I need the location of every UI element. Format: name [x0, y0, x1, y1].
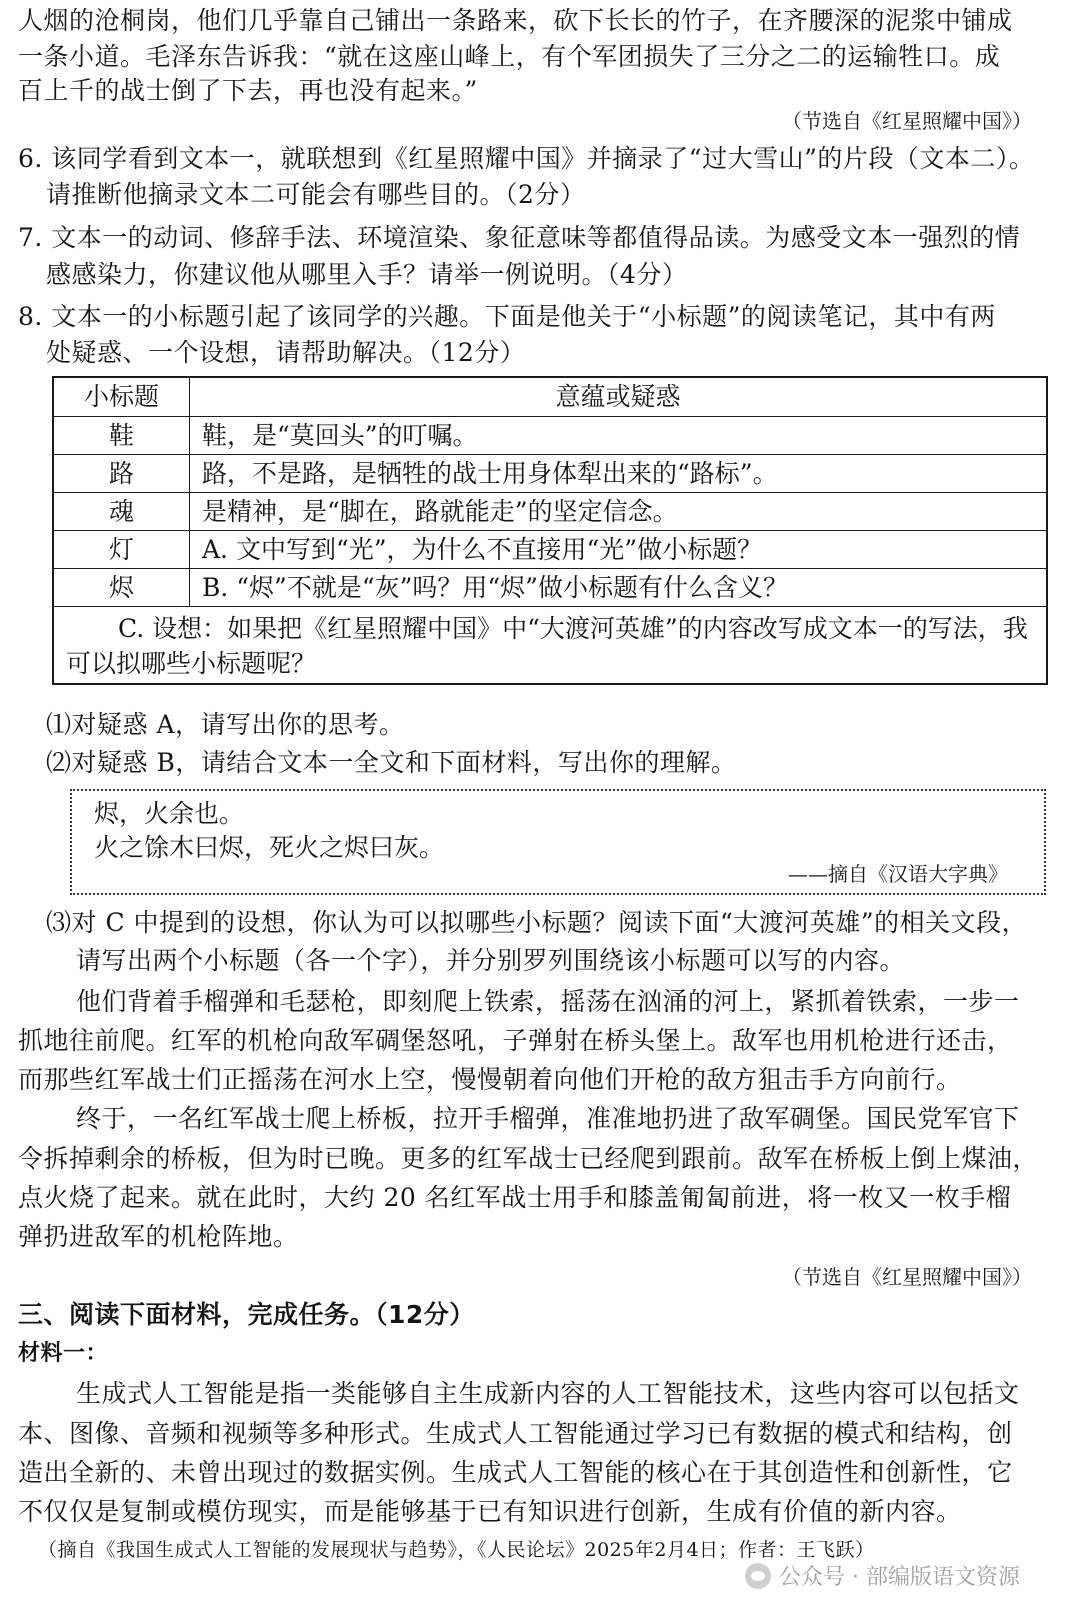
section-3-heading: 三、阅读下面材料，完成任务。（12分） — [18, 1300, 475, 1329]
text1-source: （节选自《红星照耀中国》） — [782, 109, 1032, 133]
passage-line: 点火烧了起来。就在此时，大约 20 名红军战士用手和膝盖匍匐前进，将一枚又一枚手榴 — [18, 1183, 1012, 1212]
table-cell-key: 烬 — [54, 569, 190, 606]
table-header-value: 意蕴或疑惑 — [555, 382, 681, 411]
sub-question-3-line-1: ⑶对 C 中提到的设想，你认为可以拟哪些小标题？阅读下面“大渡河英雄”的相关文段， — [46, 908, 1028, 937]
table-row — [54, 492, 1046, 530]
text1-line-1: 人烟的沧桐岗，他们几乎靠自己铺出一条路来，砍下长长的竹子，在齐腰深的泥浆中铺成 — [18, 6, 1013, 35]
table-footer-text: C. 设想：如果把《红星照耀中国》中“大渡河英雄”的内容改写成文本一的写法，我可以拟哪些小标题呢？ — [66, 614, 1028, 678]
passage-line: 他们背着手榴弹和毛瑟枪，即刻爬上铁索，摇荡在汹涌的河上，紧抓着铁索，一步一 — [76, 987, 1020, 1016]
dictionary-box — [70, 789, 1046, 895]
table-footer-row — [54, 606, 1046, 683]
table-row — [54, 454, 1046, 492]
table-cell-key: 魂 — [54, 493, 190, 530]
material-1-line: 生成式人工智能是指一类能够自主生成新内容的人工智能技术，这些内容可以包括文 — [76, 1379, 1020, 1408]
question-8-line-1: 8. 文本一的小标题引起了该同学的兴趣。下面是他关于“小标题”的阅读笔记，其中有两 — [18, 302, 996, 331]
table-cell-value: 是精神，是“脚在，路就能走”的坚定信念。 — [202, 497, 678, 526]
passage-line: 令拆掉剩余的桥板，但为时已晚。更多的红军战士已经爬到跟前。敌军在桥板上倒上煤油， — [18, 1144, 1039, 1173]
table-row — [54, 568, 1046, 606]
dictionary-line-2: 火之馀木曰烬，死火之烬曰灰。 — [94, 833, 445, 862]
sub-question-2: ⑵对疑惑 B，请结合文本一全文和下面材料，写出你的理解。 — [46, 748, 737, 777]
passage-line: 终于，一名红军战士爬上桥板，拉开手榴弹，准准地扔进了敌军碉堡。国民党军官下 — [76, 1104, 1020, 1133]
question-6-line-1: 6. 该同学看到文本一，就联想到《红星照耀中国》并摘录了“过大雪山”的片段（文本二）。 — [18, 144, 1035, 173]
question-6-line-2: 请推断他摘录文本二可能会有哪些目的。（2分） — [46, 180, 586, 209]
dictionary-source: ——摘自《汉语大字典》 — [788, 862, 1008, 886]
material-1-label: 材料一： — [18, 1341, 109, 1366]
table-cell-value: A. 文中写到“光”，为什么不直接用“光”做小标题？ — [202, 535, 763, 564]
watermark-text: 公众号 · 部编版语文资源 — [779, 1565, 1020, 1590]
material-1-line: 不仅仅是复制或模仿现实，而是能够基于已有知识进行创新，生成有价值的新内容。 — [18, 1497, 962, 1526]
passage-line: 弹扔进敌军的机枪阵地。 — [18, 1222, 299, 1251]
passage-source: （节选自《红星照耀中国》） — [782, 1265, 1032, 1289]
table-cell-value: 鞋，是“莫回头”的叮嘱。 — [202, 421, 478, 450]
wechat-icon — [745, 1563, 771, 1589]
table-cell-value: B. “烬”不就是“灰”吗？用“烬”做小标题有什么含义？ — [202, 573, 788, 602]
text1-line-3: 百上千的战士倒了下去，再也没有起来。” — [18, 76, 478, 105]
table-header-key: 小标题 — [54, 378, 190, 416]
watermark — [745, 1560, 1020, 1591]
table-row — [54, 416, 1046, 454]
table-cell-key: 路 — [54, 455, 190, 492]
table-row — [54, 530, 1046, 568]
table-cell-key: 鞋 — [54, 417, 190, 454]
question-8-line-2: 处疑惑、一个设想，请帮助解决。（12分） — [46, 338, 526, 367]
sub-question-3-line-2: 请写出两个小标题（各一个字），并分别罗列围绕该小标题可以写的内容。 — [76, 946, 906, 975]
table-cell-key: 灯 — [54, 531, 190, 568]
material-1-source: （摘自《我国生成式人工智能的发展现状与趋势》，《人民论坛》2025年2月4日；作者：王飞跃） — [38, 1539, 875, 1561]
question-7-line-2: 感感染力，你建议他从哪里入手？请举一例说明。（4分） — [46, 260, 688, 289]
passage-line: 而那些红军战士们正摇荡在河水上空，慢慢朝着向他们开枪的敌方狙击手方向前行。 — [18, 1065, 962, 1094]
table-header-row — [54, 378, 1046, 416]
text1-line-2: 一条小道。毛泽东告诉我：“就在这座山峰上，有个军团损失了三分之二的运输牲口。成 — [18, 42, 1001, 71]
sub-question-1: ⑴对疑惑 A，请写出你的思考。 — [46, 710, 405, 739]
passage-line: 抓地往前爬。红军的机枪向敌军碉堡怒吼，子弹射在桥头堡上。敌军也用机枪进行还击， — [18, 1026, 1013, 1055]
dictionary-line-1: 烬，火余也。 — [94, 799, 245, 828]
material-1-line: 本、图像、音频和视频等多种形式。生成式人工智能通过学习已有数据的模式和结构，创 — [18, 1419, 1013, 1448]
question-7-line-1: 7. 文本一的动词、修辞手法、环境渲染、象征意味等都值得品读。为感受文本一强烈的情 — [18, 223, 1021, 252]
material-1-line: 造出全新的、未曾出现过的数据实例。生成式人工智能的核心在于其创造性和创新性，它 — [18, 1458, 1013, 1487]
table-cell-value: 路，不是路，是牺牲的战士用身体犁出来的“路标”。 — [202, 459, 778, 488]
notes-table — [52, 376, 1048, 685]
